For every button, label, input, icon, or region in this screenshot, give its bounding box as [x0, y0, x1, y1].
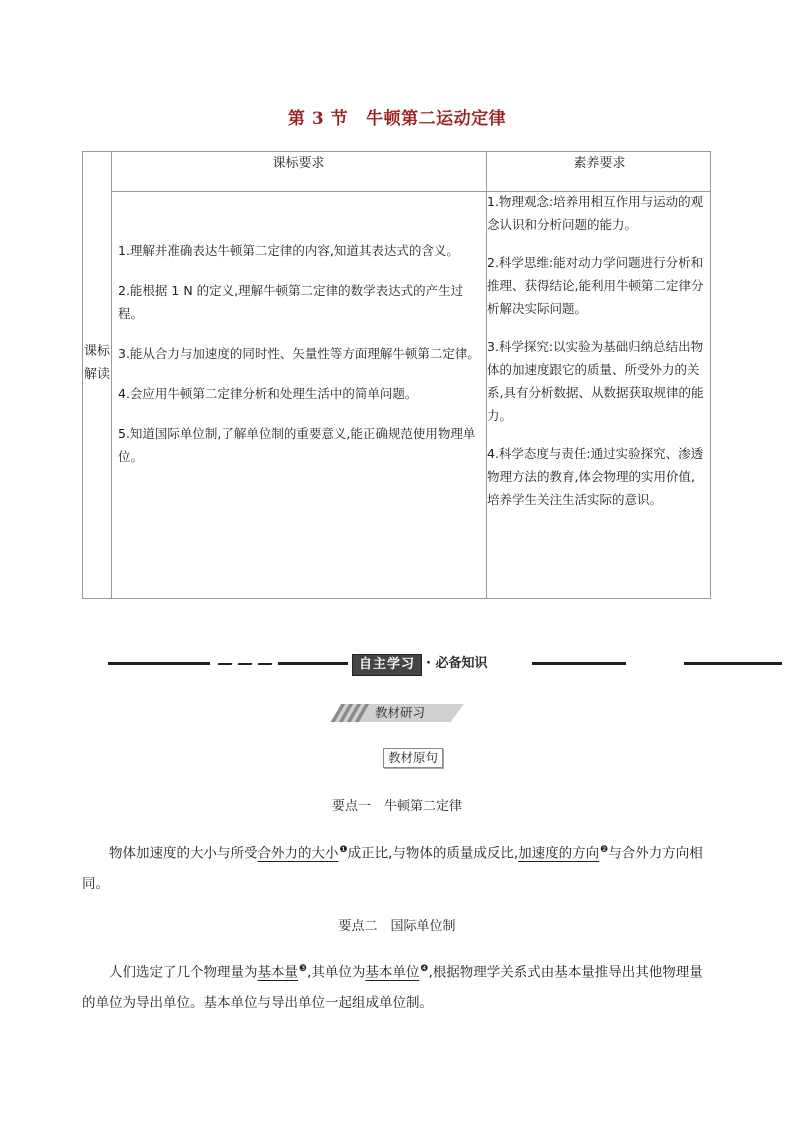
band-dash: [258, 663, 273, 665]
band-line: [278, 662, 348, 665]
point1-heading: 要点一 牛顿第二定律: [331, 799, 462, 814]
band-line: [532, 662, 626, 665]
band-subtitle: · 必备知识: [426, 656, 488, 671]
band-line: [684, 662, 782, 665]
band-line: [108, 662, 210, 665]
band-dash: [218, 663, 233, 665]
list-item: 5.知道国际单位制,了解单位制的重要意义,能正确规范使用物理单位。: [118, 426, 476, 464]
list-item: 3.科学探究:以实验为基础归纳总结出物体的加速度跟它的质量、所受外力的关系,具有分析数据、从数据获取规律的能力。: [487, 339, 704, 423]
table-divider: [111, 152, 112, 598]
list-item: 4.科学态度与责任:通过实验探究、渗透物理方法的教育,体会物理的实用价值,培养学生关注生活实际的意识。: [487, 446, 704, 507]
header-curriculum: 课标要求: [272, 156, 325, 171]
header-literacy: 素养要求: [573, 156, 626, 171]
footnote-mark: ❷: [600, 845, 609, 855]
section-name: 牛顿第二运动定律: [366, 109, 507, 129]
curriculum-list: [118, 239, 480, 485]
footnote-mark: ❹: [420, 964, 429, 974]
list-item: 2.科学思维:能对动力学问题进行分析和推理、获得结论,能利用牛顿第二定律分析解决实际问题。: [487, 255, 704, 316]
tag-text: 教材研习: [374, 705, 425, 720]
footnote-mark: ❶: [339, 845, 348, 855]
list-item: 1.物理观念:培养用相互作用与运动的观念认识和分析问题的能力。: [487, 194, 704, 232]
list-item: 1.理解并准确表达牛顿第二定律的内容,知道其表达式的含义。: [118, 243, 459, 258]
badge-original-text: 教材原句: [383, 748, 443, 768]
footnote-mark: ❸: [299, 964, 308, 974]
keyword-underlined: 基本单位: [365, 964, 420, 981]
literacy-list: [487, 190, 707, 526]
band-dash: [238, 663, 253, 665]
point2-heading: 要点二 国际单位制: [338, 919, 456, 934]
point2-paragraph: 人们选定了几个物理量为基本量$^❸$,其单位为基本单位$^❹$,根据物理学关系式由基本量推导出其他物理量的单位为导出单位。基本单位与导出单位一起组成单位制。: [82, 964, 703, 1011]
band-box: 自主学习: [352, 654, 422, 676]
list-item: 3.能从合力与加速度的同时性、矢量性等方面理解牛顿第二定律。: [118, 346, 480, 361]
keyword-underlined: 基本量: [257, 964, 298, 981]
keyword-underlined: 合外力的大小: [257, 845, 339, 862]
section-band: [0, 655, 794, 673]
tag-banner: [330, 704, 464, 722]
section-number: 第 3 节: [287, 109, 349, 129]
curriculum-table: [82, 151, 711, 599]
section-title: [0, 104, 794, 129]
keyword-underlined: 加速度的方向: [518, 845, 600, 862]
list-item: 4.会应用牛顿第二定律分析和处理生活中的简单问题。: [118, 386, 418, 401]
side-label: 课标 解读: [83, 344, 110, 382]
point1-paragraph: 物体加速度的大小与所受合外力的大小$^❶$成正比,与物体的质量成反比,加速度的方向$^❷$与合外力方向相同。: [82, 845, 703, 892]
list-item: 2.能根据 1 N 的定义,理解牛顿第二定律的数学表达式的产生过程。: [118, 283, 464, 321]
